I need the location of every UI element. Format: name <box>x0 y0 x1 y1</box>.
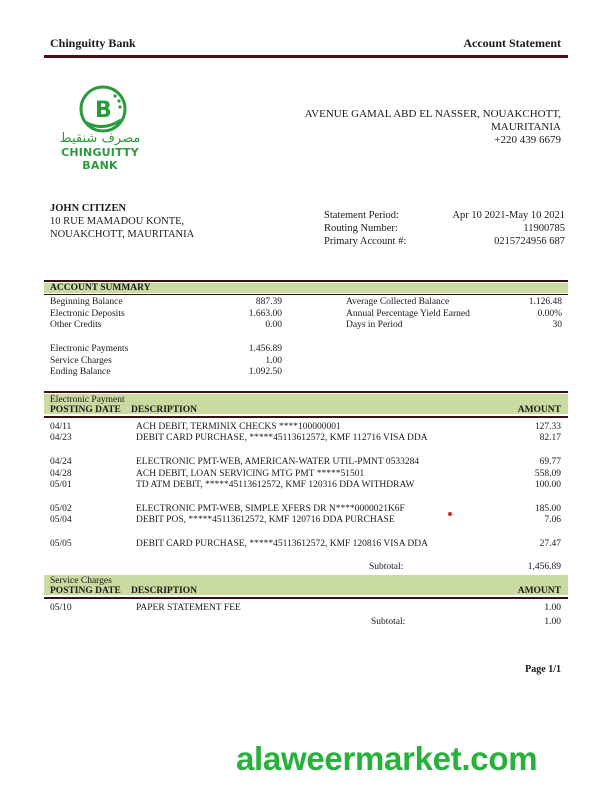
customer-address-line: 10 RUE MAMADOU KONTE, <box>50 216 185 227</box>
table-row-desc: ACH DEBIT, LOAN SERVICING MTG PMT *****51501 <box>136 469 365 479</box>
service-col-desc: DESCRIPTION <box>131 586 197 596</box>
summary-label: Electronic Payments <box>50 344 129 354</box>
summary-left-group-1 <box>50 297 282 332</box>
table-row-desc: TD ATM DEBIT, *****45113612572, KMF 120316 DDA WITHDRAW <box>136 480 415 490</box>
payments-col-desc: DESCRIPTION <box>131 405 197 415</box>
table-row-amount: 7.06 <box>544 515 561 525</box>
customer-block <box>50 202 194 241</box>
payments-subtotal-label: Subtotal: <box>369 562 404 572</box>
account-label: Primary Account #: <box>324 236 407 247</box>
summary-label: Service Charges <box>50 355 112 366</box>
table-row-date: 05/05 <box>50 539 72 549</box>
page-number: Page 1/1 <box>525 664 561 675</box>
table-row-desc: ELECTRONIC PMT-WEB, AMERICAN-WATER UTIL-PMNT 0533284 <box>136 457 420 467</box>
table-row-date: 05/01 <box>50 480 72 490</box>
table-row-amount: 127.33 <box>534 422 561 432</box>
watermark-text: alaweermarket.com <box>236 740 538 777</box>
payments-col-amount: AMOUNT <box>517 405 561 415</box>
address-line: AVENUE GAMAL ABD EL NASSER, NOUAKCHOTT, <box>304 108 561 120</box>
red-dot-mark <box>448 512 452 516</box>
summary-label: Other Credits <box>50 320 102 331</box>
statement-labels <box>324 209 406 248</box>
bank-address <box>301 108 561 147</box>
logo-emblem-icon <box>75 84 135 134</box>
bank-name: Chinguitty Bank <box>50 36 136 50</box>
statement-values <box>452 209 565 248</box>
table-row-date: 05/04 <box>50 515 72 525</box>
bank-logo <box>48 84 158 172</box>
service-band <box>44 575 568 595</box>
service-header-rule <box>44 597 568 599</box>
summary-top-rule <box>44 280 568 282</box>
payments-top-rule <box>44 391 568 393</box>
summary-label: Annual Percentage Yield Earned <box>346 308 470 319</box>
address-line: MAURITANIA <box>490 121 561 133</box>
routing-label: Routing Number: <box>324 223 398 234</box>
table-row-desc: ACH DEBIT, TERMINIX CHECKS ****100000001 <box>136 422 341 432</box>
service-subtotal-label: Subtotal: <box>371 617 406 627</box>
summary-value: 0.00 <box>265 320 282 331</box>
table-row-desc: DEBIT CARD PURCHASE, *****45113612572, KMF 120816 VISA DDA <box>136 539 428 549</box>
table-row-desc: ELECTRONIC PMT-WEB, SIMPLE XFERS DR N****0000021K6F <box>136 504 405 514</box>
table-row-date: 04/24 <box>50 457 72 467</box>
table-row-desc: PAPER STATEMENT FEE <box>136 603 241 613</box>
table-row-amount: 100.00 <box>534 480 561 490</box>
address-phone: +220 439 6679 <box>494 134 561 146</box>
table-row-amount: 185.00 <box>534 504 561 514</box>
summary-label: Beginning Balance <box>50 297 123 307</box>
summary-band-rule <box>44 294 568 295</box>
payments-section-title: Electronic Payment <box>50 395 125 405</box>
service-col-amount: AMOUNT <box>517 586 561 596</box>
table-row-date: 04/23 <box>50 433 72 443</box>
summary-value: 1.126.48 <box>528 297 562 307</box>
summary-value: 1.456.89 <box>248 344 282 354</box>
period-label: Statement Period: <box>324 210 399 221</box>
service-section-title: Service Charges <box>50 576 112 586</box>
summary-value: 30 <box>552 320 562 331</box>
service-subtotal-value: 1.00 <box>544 617 561 627</box>
summary-right-group <box>346 297 562 332</box>
table-row-desc: DEBIT POS, *****45113612572, KMF 120716 DDA PURCHASE <box>136 515 395 525</box>
table-row-amount: 82.17 <box>539 433 561 443</box>
table-row-amount: 558.09 <box>534 469 561 479</box>
header-rule <box>44 55 568 58</box>
table-row-amount: 27.47 <box>539 539 561 549</box>
summary-label: Average Collected Balance <box>346 297 450 307</box>
summary-value: 0.00% <box>537 308 562 319</box>
account-value: 0215724956 687 <box>494 236 565 247</box>
table-row-date: 04/28 <box>50 469 72 479</box>
customer-address-line: NOUAKCHOTT, MAURITANIA <box>50 229 195 240</box>
payments-subtotal-value: 1,456.89 <box>527 562 561 572</box>
table-row-amount: 69.77 <box>539 457 561 467</box>
table-row-amount: 1.00 <box>544 603 561 613</box>
summary-left-group-2 <box>50 344 282 379</box>
table-row-date: 04/11 <box>50 422 72 432</box>
logo-arabic-text: مصرف شنقيط <box>59 131 141 146</box>
summary-label: Electronic Deposits <box>50 308 125 319</box>
routing-value: 11900785 <box>523 223 565 234</box>
summary-value: 1.00 <box>265 355 282 366</box>
period-value: Apr 10 2021-May 10 2021 <box>452 210 565 221</box>
table-row-desc: DEBIT CARD PURCHASE, *****45113612572, KMF 112716 VISA DDA <box>136 433 428 443</box>
logo-english-text: CHINGUITTY BANK <box>61 146 139 172</box>
document-title: Account Statement <box>463 36 561 50</box>
summary-value: 1.663.00 <box>248 308 282 319</box>
table-row-date: 05/10 <box>50 603 72 613</box>
table-row-date: 05/02 <box>50 504 72 514</box>
svg-text:B: B <box>95 98 112 123</box>
summary-label: Ending Balance <box>50 367 111 378</box>
payments-col-date: POSTING DATE <box>50 405 121 415</box>
service-col-date: POSTING DATE <box>50 586 121 596</box>
summary-value: 1.092.50 <box>248 367 282 378</box>
summary-label: Days in Period <box>346 320 403 331</box>
summary-value: 887.39 <box>255 297 282 307</box>
summary-title: ACCOUNT SUMMARY <box>50 283 151 293</box>
payments-header-rule <box>44 416 568 418</box>
customer-name: JOHN CITIZEN <box>50 203 127 214</box>
